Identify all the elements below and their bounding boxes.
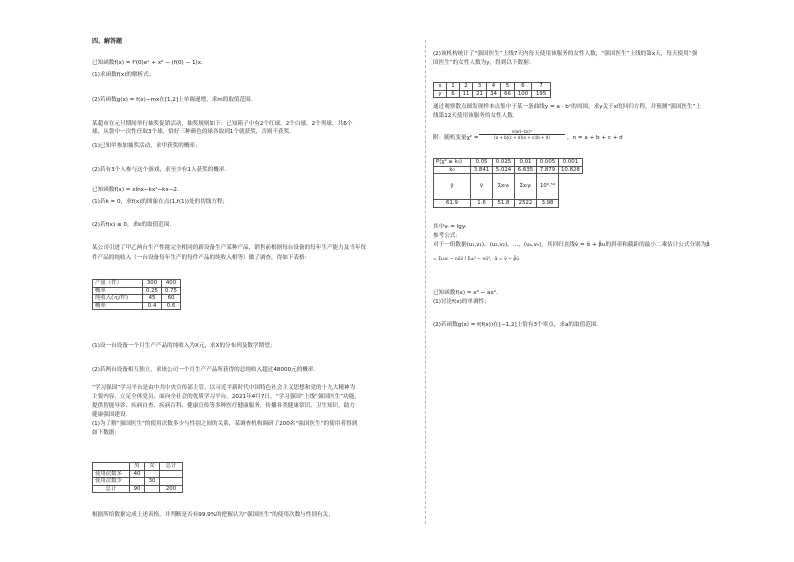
q5-stem-line2: 主要内容，立足全体党员、面向全社会的优质学习平台。2021年4月7日，“学习强国”上线“强国医生”功能， (92, 394, 360, 400)
q3-part1: (1)若k = 0，求f(x)的图象在点(1,f(1))处的切线方程； (92, 199, 229, 205)
q5-stem-line4: 健康强国建设. (92, 412, 128, 418)
q2-stem-line2: 球，从袋中一次性任取3个球，恰好三种颜色的球各取到1个就获奖，否则不获奖. (92, 129, 292, 135)
table-cell: 6 (515, 83, 532, 91)
q5-part2-line2: 国医生”的女性人数为y，得到以下数据： (433, 60, 535, 66)
table-cell: P(χ² ≥ k₀) (434, 159, 471, 167)
table-cell: 200 (160, 485, 183, 493)
q4-part2: (2)若两台设备相互独立，求该公司一个月生产产品所获得的总纯收入超过48000元的概率. (92, 367, 316, 373)
table-cell: 产量（件） (93, 280, 143, 288)
q5-part2-line4: 线第12天使用该服务的女性人数. (433, 113, 515, 119)
table-cell: 6 (447, 90, 460, 98)
table-cell (559, 174, 583, 200)
table-cell: v̄ (471, 174, 493, 200)
table-cell: 66 (501, 90, 515, 98)
regression-formula-line1: 对于一组数据(u₁,v₁)，(u₂,v₂)，…，(uₙ,vₙ)，其回归直线v̂ = α̂ + β̂u的斜率和截距的最小二乘估计公式分别为β̂ (433, 242, 710, 248)
q3-stem: 已知函数f(x) = xlnx−kx²−kx−2. (92, 187, 179, 193)
table-row (434, 90, 551, 98)
critical-value-table (433, 158, 583, 208)
q6-stem: 已知函数f(x) = x³ − ax². (433, 290, 498, 296)
table-row (93, 470, 183, 478)
table-row (93, 295, 181, 303)
table-row (434, 174, 583, 200)
q5-stem-line3: 提供智能导诊、疾病自查、疾病百科、健康宣传等多种医疗健康服务，传播各类健康常识、卫生知识，助力 (92, 403, 355, 409)
ref-suffix: ，n = a + b + c + d (567, 135, 623, 141)
table-cell: 纯收入(元/件) (93, 295, 143, 303)
table-cell: 0.75 (162, 287, 181, 295)
table-cell: 61.9 (434, 200, 471, 208)
table-cell: 21 (473, 90, 487, 98)
table-cell: 400 (162, 280, 181, 288)
table-cell: 0.005 (537, 159, 559, 167)
table-cell: 10⁰·⁵⁴ (537, 174, 559, 200)
table-row (93, 485, 183, 493)
q6-part2: (2)若函数g(x) = f(f(x))在[−1,2]上恰有3个零点，求a的取值范围. (433, 322, 599, 328)
table-cell: 51.8 (493, 200, 515, 208)
q5-part1-line3: 根据所给数据完成上述表格，并判断是否有99.9%的把握认为“强国医生”的使用次数与性别有关； (92, 512, 334, 518)
table-cell: ȳ (434, 174, 471, 200)
table-cell: 0.05 (471, 159, 493, 167)
q1-part1: (1)求函数f(x)的解析式； (92, 72, 155, 78)
table-row (93, 478, 183, 486)
table-cell: 0.4 (143, 302, 162, 310)
table-cell: y (434, 90, 447, 98)
table-cell: 45 (143, 295, 162, 303)
xy-table (433, 82, 551, 98)
table-cell: 60 (162, 295, 181, 303)
table-row (93, 463, 183, 471)
table-cell: 30 (145, 478, 160, 486)
q6-part1: (1)讨论f(x)的单调性； (433, 299, 490, 305)
table-cell: 使用次数多 (93, 470, 130, 478)
q5-part1-line2: 如下数据： (92, 430, 120, 436)
q2-part2: (2)若有3个人参与这个游戏，求至少有1人获奖的概率. (92, 167, 227, 173)
q4-part1: (1)设一台设备一个月生产产品的纯收入为X元，求X的分布列及数学期望； (92, 343, 276, 349)
q4-table (92, 279, 181, 310)
regression-formula-line2: = Σuᵢvᵢ − nūv̄ / Σuᵢ² − nū²，α̂ = v̄ − β̂ū (433, 257, 520, 262)
table-row (434, 159, 583, 167)
table-cell (145, 485, 160, 493)
table-cell: 5.024 (493, 166, 515, 174)
table-cell: 7.879 (537, 166, 559, 174)
q4-stem-line2: 件产品的纯收入（一台设备每年生产的每件产品的纯收入相等）做了调查，得如下表格： (92, 255, 311, 261)
table-cell (145, 470, 160, 478)
q5-stem-line1: “学习强国”学习平台是由中共中央宣传部主管，以习近平新时代中国特色社会主义思想和党的十九大精神为 (92, 385, 356, 391)
table-cell: 34 (487, 90, 501, 98)
table-cell (559, 200, 583, 208)
q5-part2-line3: 通过观察散点图发现样本点集中于某一条曲线y = a · bˣ的周围，求y关于x的回归方程，并预测“强国医生”上 (433, 104, 702, 110)
column-divider (425, 40, 426, 524)
table-cell: 10.828 (559, 166, 583, 174)
table-cell: Σxᵢyᵢ (515, 174, 537, 200)
q2-stem-line1: 某超市在元旦期间举行抽奖促销活动，抽奖规则如下：已知箱子中有2个红球，2个白球，2个黑球，共6个 (92, 121, 353, 127)
table-cell: 100 (515, 90, 532, 98)
table-cell (160, 478, 183, 486)
table-cell: 2 (460, 83, 473, 91)
table-cell: 90 (130, 485, 145, 493)
table-cell: 3.841 (471, 166, 493, 174)
table-cell: 7 (532, 83, 551, 91)
table-cell: 195 (532, 90, 551, 98)
table-cell: k₀ (434, 166, 471, 174)
section-heading: 四、解答题 (92, 38, 123, 45)
table-cell: 总计 (93, 485, 130, 493)
table-cell: 0.25 (143, 287, 162, 295)
table-row (434, 166, 583, 174)
table-row (93, 280, 181, 288)
table-cell: 11 (460, 90, 473, 98)
table-cell: 0.025 (493, 159, 515, 167)
table-cell: 0.6 (162, 302, 181, 310)
table-cell: 女 (145, 463, 160, 471)
table-cell: 4 (487, 83, 501, 91)
table-cell: 0.001 (559, 159, 583, 167)
table-cell: 使用次数少 (93, 478, 130, 486)
table-row (93, 287, 181, 295)
ref-title: 参考公式： (433, 233, 461, 239)
table-cell: 1.6 (471, 200, 493, 208)
table-cell: 3 (473, 83, 487, 91)
q5-part1-line1: (1)为了解“强国医生”的使用次数多少与性别之间的关系，某调查机构调研了200名“强国医生”的使用者得到 (92, 421, 358, 427)
chi-square-fraction (479, 129, 565, 140)
ref-prefix: 附：随机变量χ² = (433, 135, 479, 141)
table-cell: 0.01 (515, 159, 537, 167)
table-cell: 5 (501, 83, 515, 91)
table-cell: 3.98 (537, 200, 559, 208)
stat-note: 其中vᵢ = lgyᵢ (433, 224, 467, 230)
chi-square-denominator: (a + b)(c + d)(a + c)(b + d) (479, 134, 565, 140)
table-cell: 概率 (93, 302, 143, 310)
table-cell: 1 (447, 83, 460, 91)
table-cell: 男 (130, 463, 145, 471)
table-row (93, 302, 181, 310)
table-cell: 6.635 (515, 166, 537, 174)
table-row (434, 200, 583, 208)
q5-table (92, 462, 183, 493)
table-cell (160, 470, 183, 478)
table-cell: 40 (130, 470, 145, 478)
table-cell (93, 463, 130, 471)
chi-square-numerator: n(ad−bc)² (511, 129, 533, 134)
q1-stem: 已知函数f(x) = f'(0)eˣ + x² − (f(0) − 1)x. (92, 60, 203, 66)
q1-part2: (2)若函数g(x) = f(x)−mx在[1,2]上单调递增，求m的取值范围. (92, 97, 253, 103)
table-cell: 2522 (515, 200, 537, 208)
table-row (434, 83, 551, 91)
table-cell: 概率 (93, 287, 143, 295)
q5-part2-line1: (2)该机构统计了“强国医生”上线7天内每天使用该服务的女性人数，“强国医生”上线的第x天，每天使用“强 (433, 51, 698, 57)
table-cell (130, 478, 145, 486)
table-cell: 300 (143, 280, 162, 288)
q4-stem-line1: 某公司引进了甲乙两台生产性能完全相同的新设备生产某种产品，销售前根据每台设备的每年生产能力及当年每 (92, 245, 367, 251)
q2-part1: (1)已知甲参加抽奖活动，求甲获奖的概率； (92, 143, 201, 149)
q3-part2: (2)若f(x) ≤ 0，求k的取值范围. (92, 222, 172, 228)
table-cell: Σxᵢvᵢ (493, 174, 515, 200)
table-cell: 总计 (160, 463, 183, 471)
table-cell: x (434, 83, 447, 91)
